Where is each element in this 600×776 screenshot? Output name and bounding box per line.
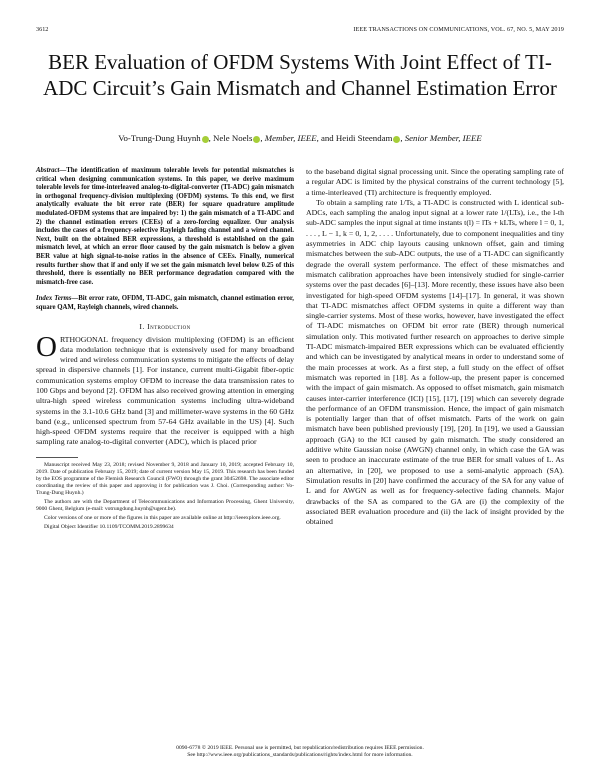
- author-separator: ,: [208, 133, 214, 143]
- intro-text: frequency division multiplexing (OFDM) is an efficient data modulation technique that is extensively used for many broadband wired and wireless communication systems to mitigate the effects of delay spread in dispersive channels [1]. For instance, current multi-Gigabit fiber-optic communication systems employ OFDM to increase the data transmission rates to 100 Gbps and beyond [2]. OFDM has also received growing attention in emerging ultra-high speed wireless communication systems including ultra-wideband systems in the 3.1-10.6 GHz band [3] and millimeter-wave systems in the 60 GHz band (e.g., unlicensed spectrum from 57-64 GHz available in the US) [4]. Such high-speed OFDM systems require that the receiver is equipped with a high sampling rate analog-to-digital converter (ADC), which is placed prior: [36, 334, 294, 447]
- author-2-role: Member, IEEE: [264, 133, 317, 143]
- author-separator: ,: [400, 133, 405, 143]
- lead-word: RTHOGONAL: [59, 334, 108, 344]
- footnote-affiliation: The authors are with the Department of Telecommunications and Information Processing, Ghent University, 9000 Ghent, Belgium (e-mail: votrungdung.huynh@ugent.be).: [36, 498, 294, 512]
- intro-paragraph: [36, 330, 294, 448]
- index-terms-text: —Bit error rate, OFDM, TI-ADC, gain mismatch, channel estimation error, square QAM, Rayleigh channels, wired channels.: [36, 295, 295, 311]
- section-title: Introduction: [147, 321, 191, 331]
- orcid-icon[interactable]: [202, 136, 209, 143]
- author-1: Vo-Trung-Dung Huynh: [118, 133, 201, 143]
- author-separator: ,: [260, 133, 265, 143]
- abstract-label: Abstract: [36, 167, 60, 174]
- body-paragraph: To obtain a sampling rate 1/Ts, a TI-ADC is constructed with L identical sub-ADCs, each sampling the analog input signal at a lower rate 1/(LTs), i.e., the l-th sub-ADC samples the input signal at time instants t(l) = lTs + kLTs, where l = 0, 1, . . . , L − 1, k = 0, 1, 2, . . . . Unfortunately, due to component inequalities and tiny asymmetries in ADC chip layouts causing unknown offset, gain and timing mismatches between the sub-ADC outputs, the use of a TI-ADC can significantly degrade the overall system performance. The effect of these mismatches and mismatch calibration approaches have been intensively studied for single-carrier systems over the past decades [6]–[13]. More recently, these issues have also been investigated for high-speed OFDM systems [14]–[17]. In general, it was shown that TI-ADC mismatches affect OFDM systems in quite a different way than single-carrier systems. Most of these works, however, have investigated the effect of TI-ADC mismatches on OFDM bit error rate (BER) through numerical simulation only. This motivated further research on approaches to derive simple TI-ADC mismatch-impaired BER expressions which can be evaluated efficiently and which can be investigated by analytical means in order to understand some of the main processes at work. As a first step, a full study on the effect of offset mismatch was reported in [18]. As a follow-up, the present paper is concerned with the impact of gain mismatch. As opposed to offset mismatch, gain mismatch causes inter-carrier interference (ICI) [15], [17], [19] which can severely degrade the performance of an OFDM transmission. Hence, the impact of gain mismatch is potentially larger than that of offset mismatch. Parts of the work on gain mismatch have been published previously [19], [20]. In [19], we used a Gaussian approach (GA) to the ICI caused by gain mismatch. The study considered an additive white Gaussian noise (AWGN) channel only, in which case the GA was seen to produce an inaccurate estimate of the true BER for small values of L. As an alternative, in [20], we proposed to use a semi-analytic approach (SA). Simulation results in [20] have confirmed the accuracy of the SA for any value of L and for AWGN as well as for frequency-selective fading channels. Major drawbacks of the SA as compared to the GA are (i) the complexity of the associated BER evaluation procedure and (ii) the lack of insight provided by the obtained: [306, 197, 564, 527]
- abstract: [36, 167, 294, 287]
- footnote-doi: Digital Object Identifier 10.1109/TCOMM.2019.2899634: [44, 523, 174, 530]
- author-separator: , and: [316, 133, 336, 143]
- index-terms-label: Index Terms: [36, 295, 72, 303]
- author-line: [40, 133, 560, 144]
- footnote-color: Color versions of one or more of the figures in this paper are available online at http://ieeexplore.ieee.org.: [44, 514, 281, 521]
- footnote-manuscript: Manuscript received May 23, 2018; revised November 9, 2018 and January 10, 2019; accepted February 10, 2019. Date of publication February 15, 2019; date of current version May 15, 2019. This research has been funded by the EOS programme of the Flemish Research Council (FWO) through the grant 30452698. The associate editor coordinating the review of this paper and approving it for publication was J. Choi. (Corresponding author: Vo-Trung-Dung Huynh.): [36, 461, 294, 496]
- drop-cap: O: [36, 330, 57, 363]
- author-3-role: Senior Member, IEEE: [404, 133, 482, 143]
- journal-name: IEEE TRANSACTIONS ON COMMUNICATIONS, VOL. 67, NO. 5, MAY 2019: [353, 26, 564, 33]
- footnote-divider: [36, 457, 78, 458]
- copyright-footer: [40, 745, 560, 759]
- page-number: 3612: [36, 26, 49, 33]
- section-heading: [36, 322, 294, 331]
- copyright-line: 0090-6778 © 2019 IEEE. Personal use is permitted, but republication/redistribution requires IEEE permission.: [176, 745, 424, 751]
- author-3: Heidi Steendam: [335, 133, 393, 143]
- right-column: [306, 167, 564, 527]
- index-terms: [36, 295, 294, 312]
- rights-link[interactable]: See http://www.ieee.org/publications_standards/publications/rights/index.html for more information.: [187, 752, 413, 759]
- abstract-text: —The identification of maximum tolerable levels for potential mismatches is critical when designing communication systems. In this paper, we derive maximum tolerable levels for time-interleaved analog-to-digital-converter (TI-ADC) gain mismatch in orthogonal frequency-division multiplexing (OFDM) systems. To this end, we first analytically evaluate the bit error rate (BER) for square quadrature amplitude modulated-OFDM systems that are impaired by: 1) the gain mismatch of a TI-ADC and 2) the channel estimation errors (CEEs) of a zero-forcing equalizer. Our analysis includes the cases of a frequency-selective Rayleigh fading channel and a wired channel. Next, built on the obtained BER expressions, a threshold is established on the gain mismatch level, at which an error floor caused by the gain mismatch is below a given BER value at high signal-to-noise ratios in the absence of CEEs. Finally, numerical results further show that if and only if we set the gain mismatch level below 0.25 of this threshold, there is essentially no BER performance degradation compared with the mismatch-free case.: [36, 167, 294, 286]
- author-2: Nele Noels: [213, 133, 253, 143]
- left-column: [36, 167, 294, 533]
- paper-title: BER Evaluation of OFDM Systems With Joint Effect of TI-ADC Circuit’s Gain Mismatch and Channel Estimation Error: [43, 50, 557, 100]
- section-number: I.: [139, 321, 148, 331]
- body-paragraph: to the baseband digital signal processing unit. Since the operating sampling rate of a regular ADC is limited by the physical constrains of the current technology [5], a time-interleaved (TI) architecture is frequently employed.: [306, 167, 564, 197]
